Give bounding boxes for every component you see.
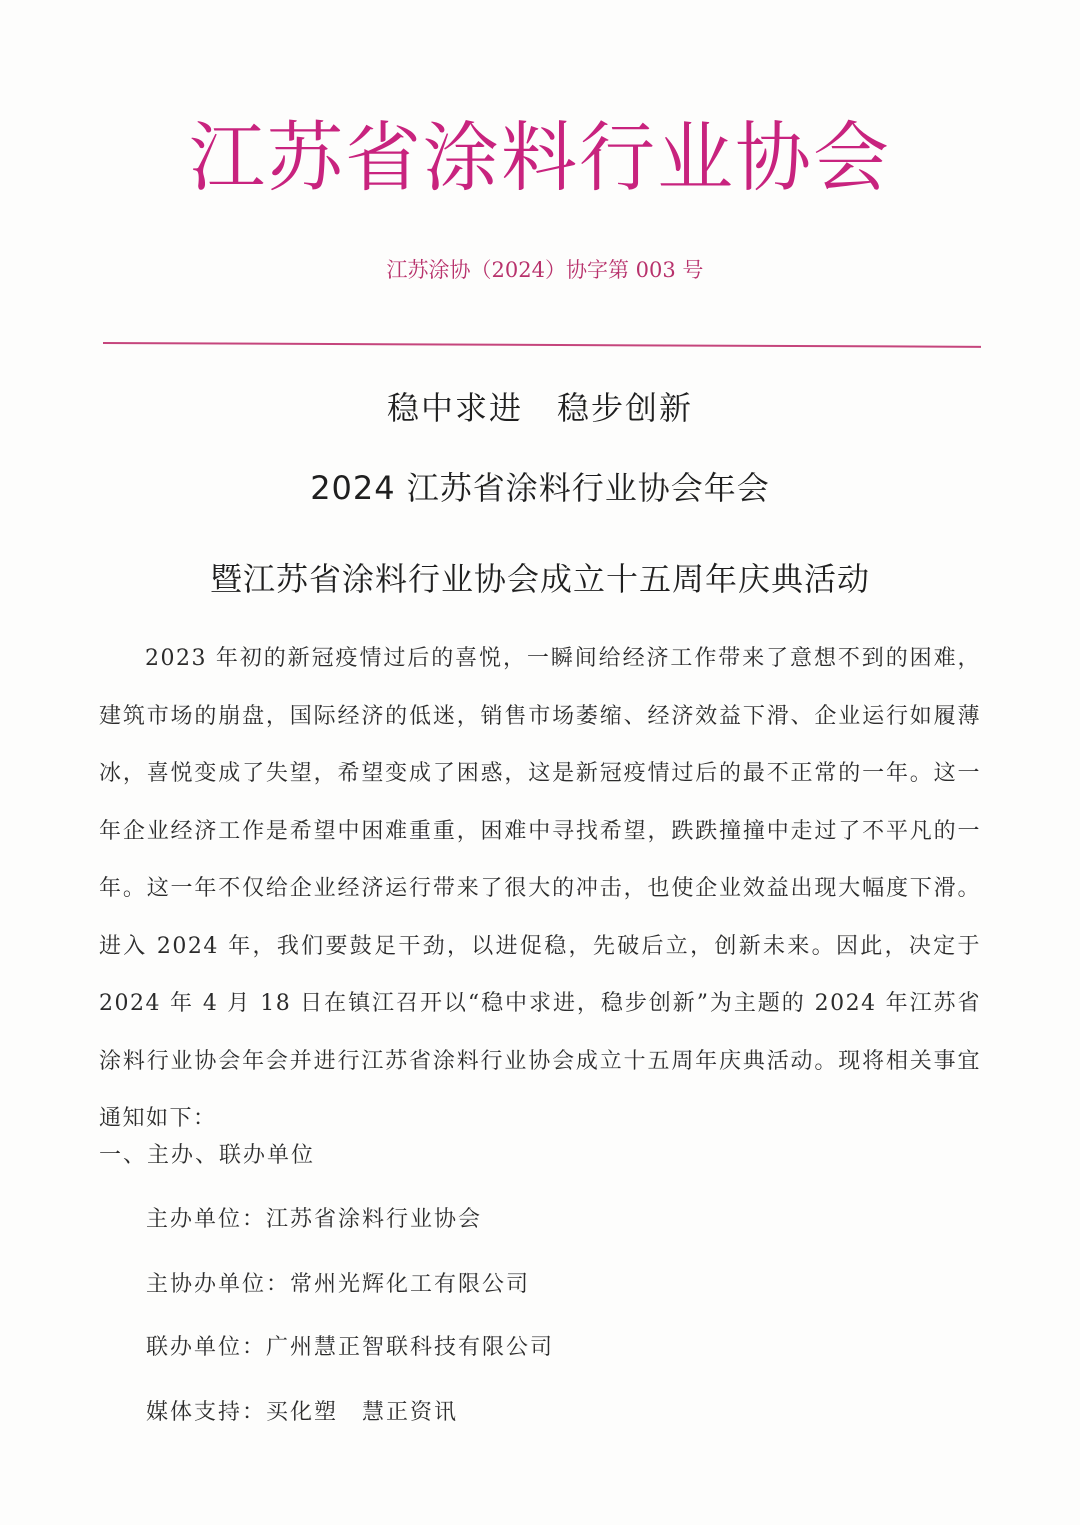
header-divider (103, 342, 981, 348)
organization-title: 江苏省涂料行业协会 (189, 113, 891, 202)
document-number: 江苏涂协（2024）协字第 003 号 (386, 258, 704, 282)
section-heading-organizers: 一、主办、联办单位 (99, 1143, 316, 1168)
title-line-1: 稳中求进 稳步创新 (386, 389, 693, 427)
organizer-host: 主办单位：江苏省涂料行业协会 (146, 1207, 483, 1232)
organizer-co-host: 主协办单位：常州光辉化工有限公司 (146, 1272, 531, 1297)
title-line-2: 2024 江苏省涂料行业协会年会 (310, 469, 770, 507)
title-line-3: 暨江苏省涂料行业协会成立十五周年庆典活动 (209, 560, 870, 598)
organizer-media-support: 媒体支持：买化塑 慧正资讯 (146, 1400, 459, 1425)
body-paragraph: 2023 年初的新冠疫情过后的喜悦，一瞬间给经济工作带来了意想不到的困难，建筑市场的崩盘，国际经济的低迷，销售市场萎缩、经济效益下滑、企业运行如履薄冰，喜悦变成了失望，希望变成了困惑，这是新冠疫情过后的最不正常的一年。这一年企业经济工作是希望中困难重重，困难中寻找希望，跌跌撞撞中走过了不平凡的一年。这一年不仅给企业经济运行带来了很大的冲击，也使企业效益出现大幅度下滑。进入 2024 年，我们要鼓足干劲，以进促稳，先破后立，创新未来。因此，决定于 2024 年 4 月 18 日在镇江召开以“稳中求进，稳步创新”为主题的 2024 年江苏省涂料行业协会年会并进行江苏省涂料行业协会成立十五周年庆典活动。现将相关事宜通知如下： (99, 646, 981, 1131)
organizer-joint: 联办单位：广州慧正智联科技有限公司 (146, 1335, 555, 1360)
